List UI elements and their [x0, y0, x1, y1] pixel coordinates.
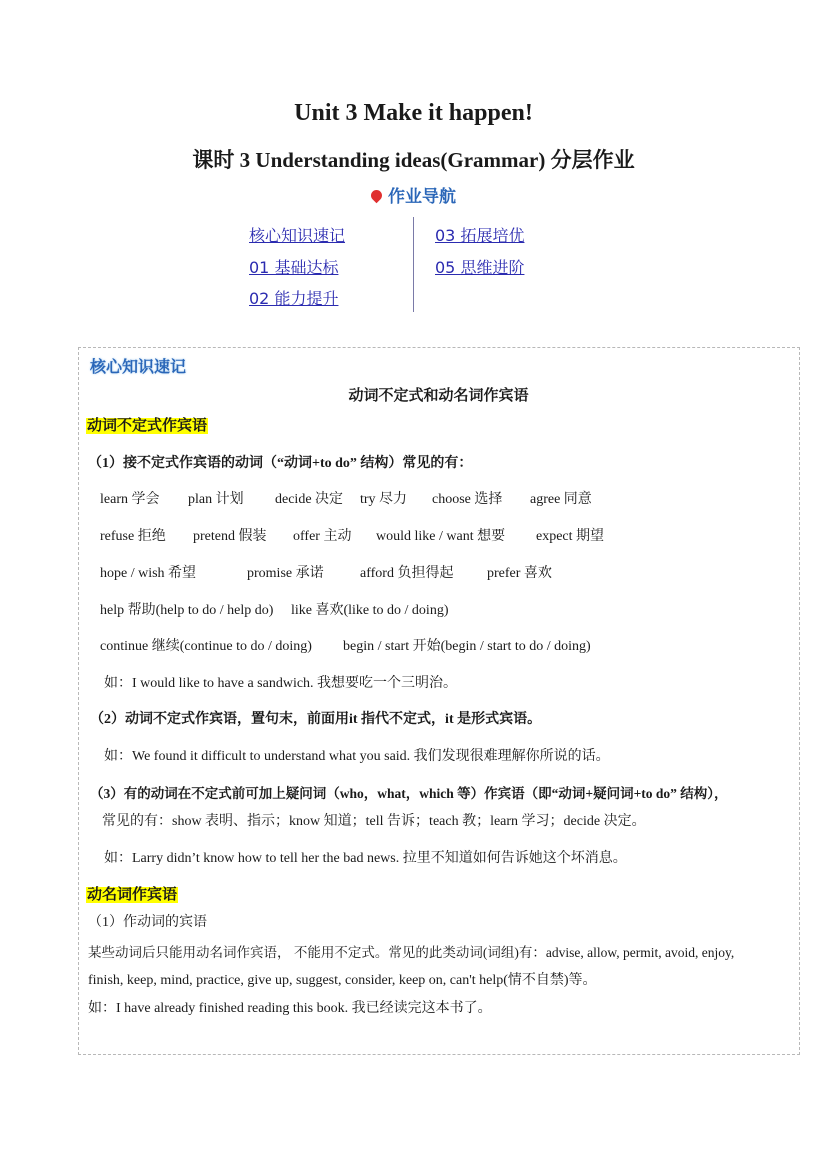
nav-link-basic[interactable]: 01 基础达标 [249, 258, 339, 277]
verb-item: like 喜欢(like to do / doing) [291, 603, 449, 618]
verb-row-3 [100, 562, 552, 582]
verb-row-2 [100, 525, 604, 545]
nav-heading [0, 182, 827, 207]
verb-item: learn 学会 [100, 492, 160, 507]
part2-label: 动名词作宾语 [87, 887, 178, 903]
location-pin-icon [369, 188, 385, 204]
p2-heading: （2）动词不定式作宾语，置句末，前面用it 指代不定式，it 是形式宾语。 [90, 712, 542, 727]
verb-item: decide 决定 [275, 492, 344, 507]
verb-row-5 [100, 635, 591, 655]
section-heading: 核心知识速记 [90, 357, 187, 376]
p1-heading: （1）接不定式作宾语的动词（“动词+to do” 结构）常见的有： [88, 456, 473, 471]
verb-item: prefer 喜欢 [487, 566, 552, 581]
verb-item: afford 负担得起 [360, 566, 454, 581]
page-subtitle: 课时 3 Understanding ideas(Grammar) 分层作业 [192, 148, 635, 172]
example-3: 如：Larry didn’t know how to tell her the bad news. 拉里不知道如何告诉她这个坏消息。 [104, 851, 627, 866]
part1-label: 动词不定式作宾语 [87, 418, 208, 434]
p3-heading: （3）有的动词在不定式前可加上疑问词（who，what，which 等）作宾语（即“动词+疑问词+to do” 结构）， [90, 786, 728, 801]
nav-link-core-knowledge[interactable]: 核心知识速记 [249, 226, 346, 245]
verb-item: hope / wish 希望 [100, 566, 197, 581]
p4-line-1: 某些动词后只能用动名词作宾语， 不能用不定式。常见的此类动词(词组)有：advise, allow, permit, avoid, enjoy, [88, 945, 735, 960]
p4-heading: （1）作动词的宾语 [88, 915, 207, 930]
nav-heading-label: 作业导航 [388, 187, 456, 207]
example-4: 如：I have already finished reading this book. 我已经读完这本书了。 [88, 1001, 492, 1016]
section-center-title: 动词不定式和动名词作宾语 [348, 388, 529, 404]
verb-item: would like / want 想要 [376, 529, 506, 544]
verb-item: begin / start 开始(begin / start to do / doing) [343, 639, 591, 654]
verb-item: help 帮助(help to do / help do) [100, 603, 274, 618]
verb-item: expect 期望 [536, 529, 605, 544]
p4-line-2: finish, keep, mind, practice, give up, suggest, consider, keep on, can't help(情不自禁)等。 [88, 973, 597, 988]
verb-item: try 尽力 [360, 492, 408, 507]
nav-link-extension[interactable]: 03 拓展培优 [435, 226, 525, 245]
nav-divider [413, 217, 414, 312]
verb-row-4 [100, 599, 448, 619]
example-2: 如：We found it difficult to understand what you said. 我们发现很难理解你所说的话。 [104, 749, 610, 764]
verb-row-1 [100, 488, 592, 508]
verb-item: offer 主动 [293, 529, 352, 544]
p3-continued: 常见的有：show 表明、指示；know 知道；tell 告诉；teach 教；learn 学习；decide 决定。 [102, 814, 646, 829]
verb-item: plan 计划 [188, 492, 244, 507]
page-title: Unit 3 Make it happen! [294, 100, 533, 126]
verb-item: pretend 假装 [193, 529, 267, 544]
verb-item: continue 继续(continue to do / doing) [100, 639, 312, 654]
nav-link-thinking[interactable]: 05 思维进阶 [435, 258, 525, 277]
verb-item: agree 同意 [530, 492, 592, 507]
verb-item: promise 承诺 [247, 566, 324, 581]
verb-item: choose 选择 [432, 492, 503, 507]
nav-link-ability[interactable]: 02 能力提升 [249, 289, 339, 308]
verb-item: refuse 拒绝 [100, 529, 166, 544]
example-1: 如：I would like to have a sandwich. 我想要吃一个三明治。 [104, 676, 458, 691]
